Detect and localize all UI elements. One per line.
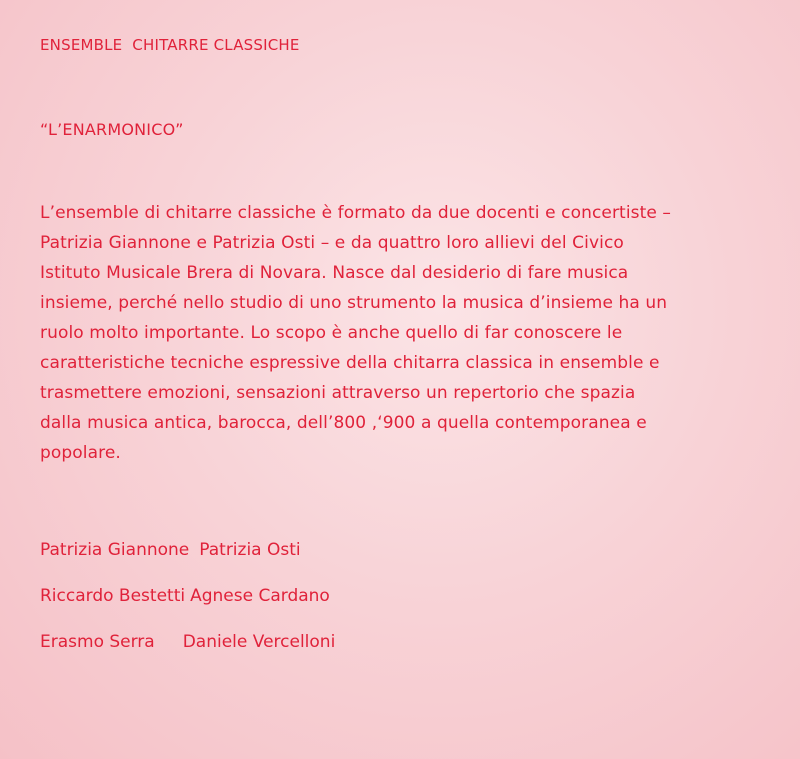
paragraph-line: trasmettere emozioni, sensazioni attraverso un repertorio che spazia [40,383,636,403]
members-list [40,540,335,678]
paragraph-line: popolare. [40,443,121,463]
ensemble-title: “L’ENARMONICO” [40,120,184,139]
ensemble-heading: ENSEMBLE CHITARRE CLASSICHE [40,36,300,54]
member-name: Daniele Vercelloni [182,632,336,652]
description-paragraph [40,198,780,468]
paragraph-line: Patrizia Giannone e Patrizia Osti – e da quattro loro allievi del Civico [40,233,624,253]
paragraph-line: Istituto Musicale Brera di Novara. Nasce dal desiderio di fare musica [40,263,629,283]
member-name: Agnese Cardano [190,586,330,606]
member-name: Patrizia Giannone [40,540,190,560]
paragraph-line: dalla musica antica, barocca, dell’800 ,‘900 a quella contemporanea e [40,413,647,433]
paragraph-line: insieme, perché nello studio di uno strumento la musica d’insieme ha un [40,293,668,313]
members-row [40,632,335,678]
member-name: Riccardo Bestetti [40,586,186,606]
paragraph-line: L’ensemble di chitarre classiche è formato da due docenti e concertiste – [40,203,672,223]
member-name: Patrizia Osti [199,540,301,560]
paragraph-line: caratteristiche tecniche espressive della chitarra classica in ensemble e [40,353,660,373]
members-row [40,586,335,632]
member-name: Erasmo Serra [40,632,155,652]
paragraph-line: ruolo molto importante. Lo scopo è anche quello di far conoscere le [40,323,623,343]
members-row [40,540,335,586]
